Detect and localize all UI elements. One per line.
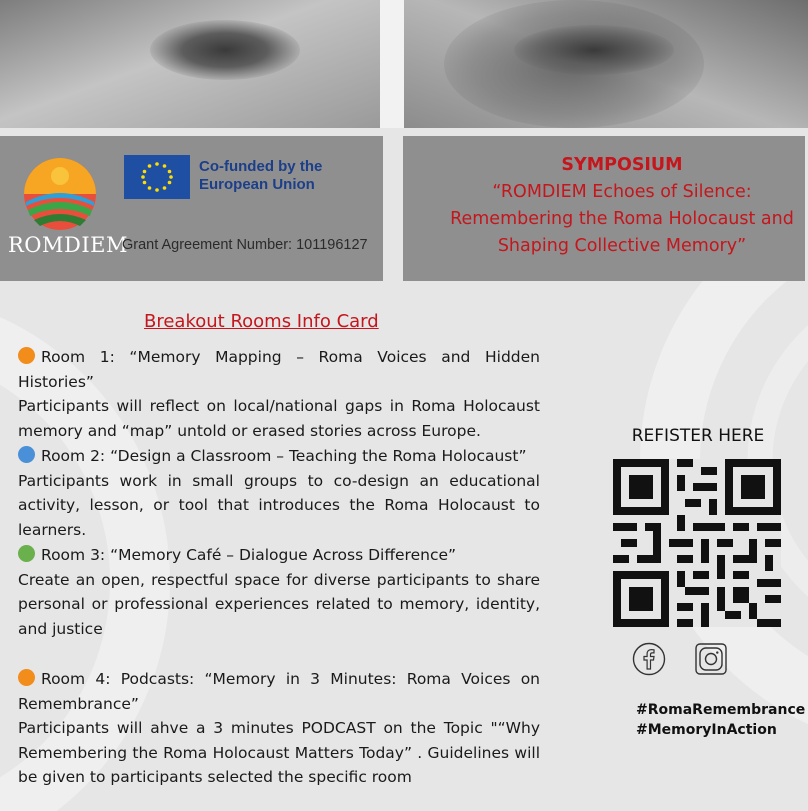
orange-dot-icon	[18, 669, 35, 686]
hashtags	[636, 700, 805, 740]
hashtag: #MemoryInAction	[636, 722, 777, 738]
breakout-card-title: Breakout Rooms Info Card	[144, 311, 379, 332]
eu-cofunded-label: Co-funded by the European Union	[199, 158, 323, 193]
blue-dot-icon	[18, 446, 35, 463]
room-3-description: Create an open, respectful space for diverse participants to share personal or professional experiences related to memory, identity, and justice	[18, 570, 540, 638]
room-4-title: Room 4: Podcasts: “Memory in 3 Minutes: Roma Voices on Remembrance”	[18, 670, 540, 713]
symposium-panel	[403, 136, 805, 281]
green-dot-icon	[18, 545, 35, 562]
room-2-description: Participants work in small groups to co-design an educational activity, lesson, or tool that introduces the Roma Holocaust to learners.	[18, 471, 540, 539]
register-label: REFISTER HERE	[631, 426, 765, 446]
symposium-title-line: Shaping Collective Memory”	[497, 236, 747, 256]
orange-dot-icon	[18, 347, 35, 364]
facebook-icon[interactable]	[632, 642, 666, 676]
mouth-detail	[150, 20, 300, 80]
hashtag: #RomaRemembrance	[636, 702, 806, 718]
room-title	[18, 345, 540, 394]
room-title	[18, 444, 540, 469]
room-4-block	[18, 667, 540, 790]
speaker-photo-right	[404, 0, 808, 128]
speaker-photo-left	[0, 0, 380, 128]
mouth-detail	[514, 25, 674, 75]
room-3-title: Room 3: “Memory Café – Dialogue Across Difference”	[41, 546, 457, 564]
romdiem-wordmark: ROMDIEM	[8, 233, 128, 257]
room-1-description: Participants will reflect on local/national gaps in Roma Holocaust memory and “map” untold or erased stories across Europe.	[18, 397, 540, 440]
instagram-icon[interactable]	[694, 642, 728, 676]
qr-code-icon[interactable]	[613, 459, 781, 627]
room-3-block	[18, 543, 540, 641]
room-title	[18, 667, 540, 716]
partner-logos-panel	[0, 136, 383, 281]
room-1-block	[18, 345, 540, 443]
room-2-title: Room 2: “Design a Classroom – Teaching the Roma Holocaust”	[41, 447, 527, 465]
room-4-description: Participants will ahve a 3 minutes PODCAST on the Topic "“Why Remembering the Roma Holocaust Matters Today” . Guidelines will be given to participants selected the specific room	[18, 719, 540, 786]
photo-divider	[380, 0, 404, 128]
grant-agreement-number: Grant Agreement Number: 101196127	[122, 237, 368, 253]
symposium-heading: SYMPOSIUM	[561, 155, 683, 175]
symposium-title-line: Remembering the Roma Holocaust and	[450, 209, 794, 229]
room-title	[18, 543, 540, 568]
romdiem-logo-icon	[20, 154, 100, 234]
room-1-title: Room 1: “Memory Mapping – Roma Voices and Hidden Histories”	[18, 348, 540, 391]
symposium-title-block	[403, 152, 808, 260]
room-2-block	[18, 444, 540, 542]
eu-flag-icon	[124, 155, 190, 199]
symposium-title-line: “ROMDIEM Echoes of Silence:	[492, 182, 752, 202]
